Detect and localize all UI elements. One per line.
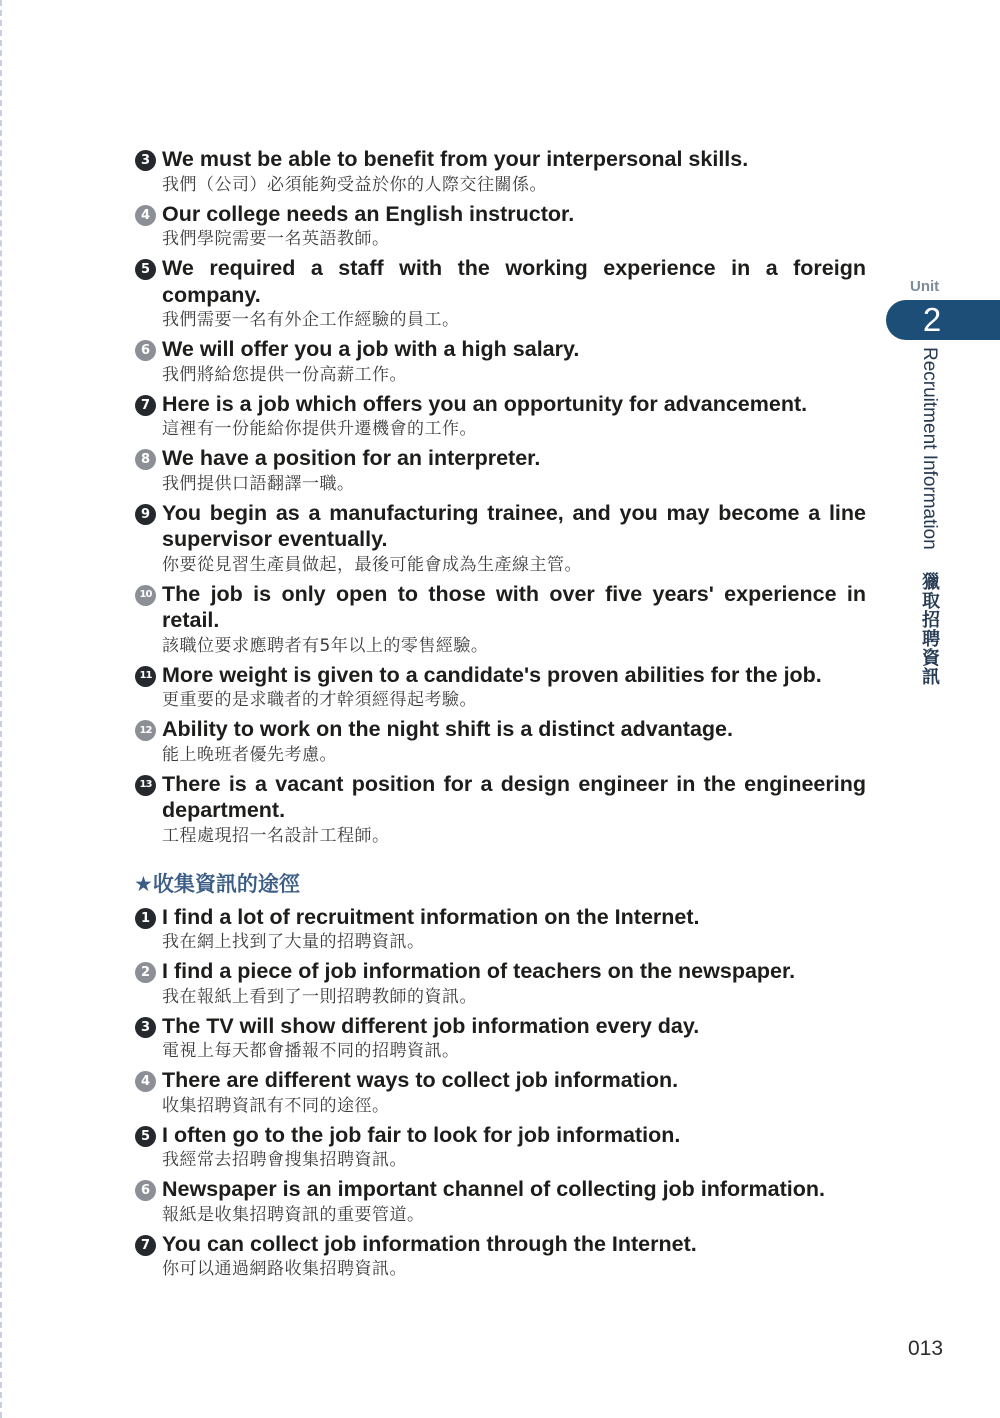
number-badge: 6 [135,340,156,361]
chinese-translation: 收集招聘資訊有不同的途徑。 [162,1095,390,1116]
chinese-translation: 工程處現招一名設計工程師。 [162,825,390,846]
unit-label: Unit [910,278,940,295]
english-sentence: There is a vacant position for a design engineer in the engineering department. [162,771,866,822]
list-item [134,253,866,333]
chinese-translation: 能上晚班者優先考慮。 [162,744,337,765]
english-sentence: There are different ways to collect job information. [162,1068,679,1092]
chinese-translation: 這裡有一份能給你提供升遷機會的工作。 [162,419,477,439]
number-badge: 7 [135,1235,156,1256]
list-item [134,443,866,497]
english-sentence: I find a piece of job information of teachers on the newspaper. [162,959,796,983]
number-badge: 11 [135,666,156,687]
list-item [134,769,866,849]
chinese-translation: 我在報紙上看到了一則招聘教師的資訊。 [162,986,477,1007]
list-item [134,1174,866,1228]
page-dashed-border [0,0,2,1418]
chinese-translation: 我們（公司）必須能夠受益於你的人際交往關係。 [162,174,547,195]
number-badge: 9 [135,504,156,525]
page-number: 013 [908,1337,944,1360]
list-item [134,498,866,578]
list-item [134,199,866,253]
section-title: ★收集資訊的途徑 [134,871,300,896]
number-badge: 12 [135,720,156,741]
number-badge: 3 [135,150,156,171]
chinese-translation: 你可以通過網路收集招聘資訊。 [162,1259,407,1279]
unit-title-zh: 獵取招聘資訊 [919,572,940,686]
list-item [134,144,866,198]
chinese-translation: 該職位要求應聘者有5年以上的零售經驗。 [162,635,489,656]
list-item [134,902,866,956]
list-item [134,1120,866,1174]
chinese-translation: 我們學院需要一名英語教師。 [162,229,390,249]
number-badge: 4 [135,1071,156,1092]
number-badge: 3 [135,1017,156,1038]
chinese-translation: 我們需要一名有外企工作經驗的員工。 [162,310,460,330]
english-sentence: We will offer you a job with a high salary. [162,337,580,361]
english-sentence: The TV will show different job information every day. [162,1013,700,1038]
number-badge: 13 [135,775,156,796]
list-item [134,1065,866,1119]
list-item [134,1229,866,1283]
english-sentence: You can collect job information through the Internet. [162,1231,697,1256]
list-item [134,334,866,388]
chinese-translation: 報紙是收集招聘資訊的重要管道。 [162,1204,425,1225]
chinese-translation: 電視上每天都會播報不同的招聘資訊。 [162,1041,460,1061]
unit-tab [886,300,1000,340]
number-badge: 6 [135,1180,156,1201]
number-badge: 4 [135,205,156,226]
chinese-translation: 更重要的是求職者的才幹須經得起考驗。 [162,690,477,710]
number-badge: 5 [135,259,156,280]
number-badge: 8 [135,449,156,470]
number-badge: 10 [135,585,156,606]
chinese-translation: 我們提供口語翻譯一職。 [162,473,355,494]
unit-number: 2 [922,301,942,338]
english-sentence: We have a position for an interpreter. [162,446,541,470]
english-sentence: We must be able to benefit from your interpersonal skills. [162,147,749,171]
list-item [134,714,866,768]
list-item [134,660,866,714]
english-sentence: Newspaper is an important channel of collecting job information. [162,1177,825,1201]
chinese-translation: 我經常去招聘會搜集招聘資訊。 [162,1150,407,1170]
english-sentence: You begin as a manufacturing trainee, and you may become a line supervisor eventually. [162,500,866,551]
english-sentence: More weight is given to a candidate's proven abilities for the job. [162,662,822,687]
list-item [134,579,866,659]
english-sentence: The job is only open to those with over five years' experience in retail. [162,581,866,632]
english-sentence: Ability to work on the night shift is a distinct advantage. [162,717,733,741]
english-sentence: Our college needs an English instructor. [162,201,575,226]
unit-title-en: Recruitment Information [919,347,940,550]
number-badge: 2 [135,962,156,983]
list-item [134,956,866,1010]
chinese-translation: 我在網上找到了大量的招聘資訊。 [162,932,425,952]
english-sentence: Here is a job which offers you an opportunity for advancement. [162,391,808,416]
number-badge: 5 [135,1126,156,1147]
number-badge: 7 [135,395,156,416]
chinese-translation: 我們將給您提供一份高薪工作。 [162,364,407,385]
list-item [134,389,866,443]
chinese-translation: 你要從見習生產員做起，最後可能會成為生產線主管。 [162,554,582,575]
number-badge: 1 [135,908,156,929]
phrase-list [134,144,866,1283]
list-item [134,1011,866,1065]
english-sentence: I often go to the job fair to look for job information. [162,1122,681,1147]
english-sentence: We required a staff with the working experience in a foreign company. [162,256,866,307]
english-sentence: I find a lot of recruitment information on the Internet. [162,904,700,929]
